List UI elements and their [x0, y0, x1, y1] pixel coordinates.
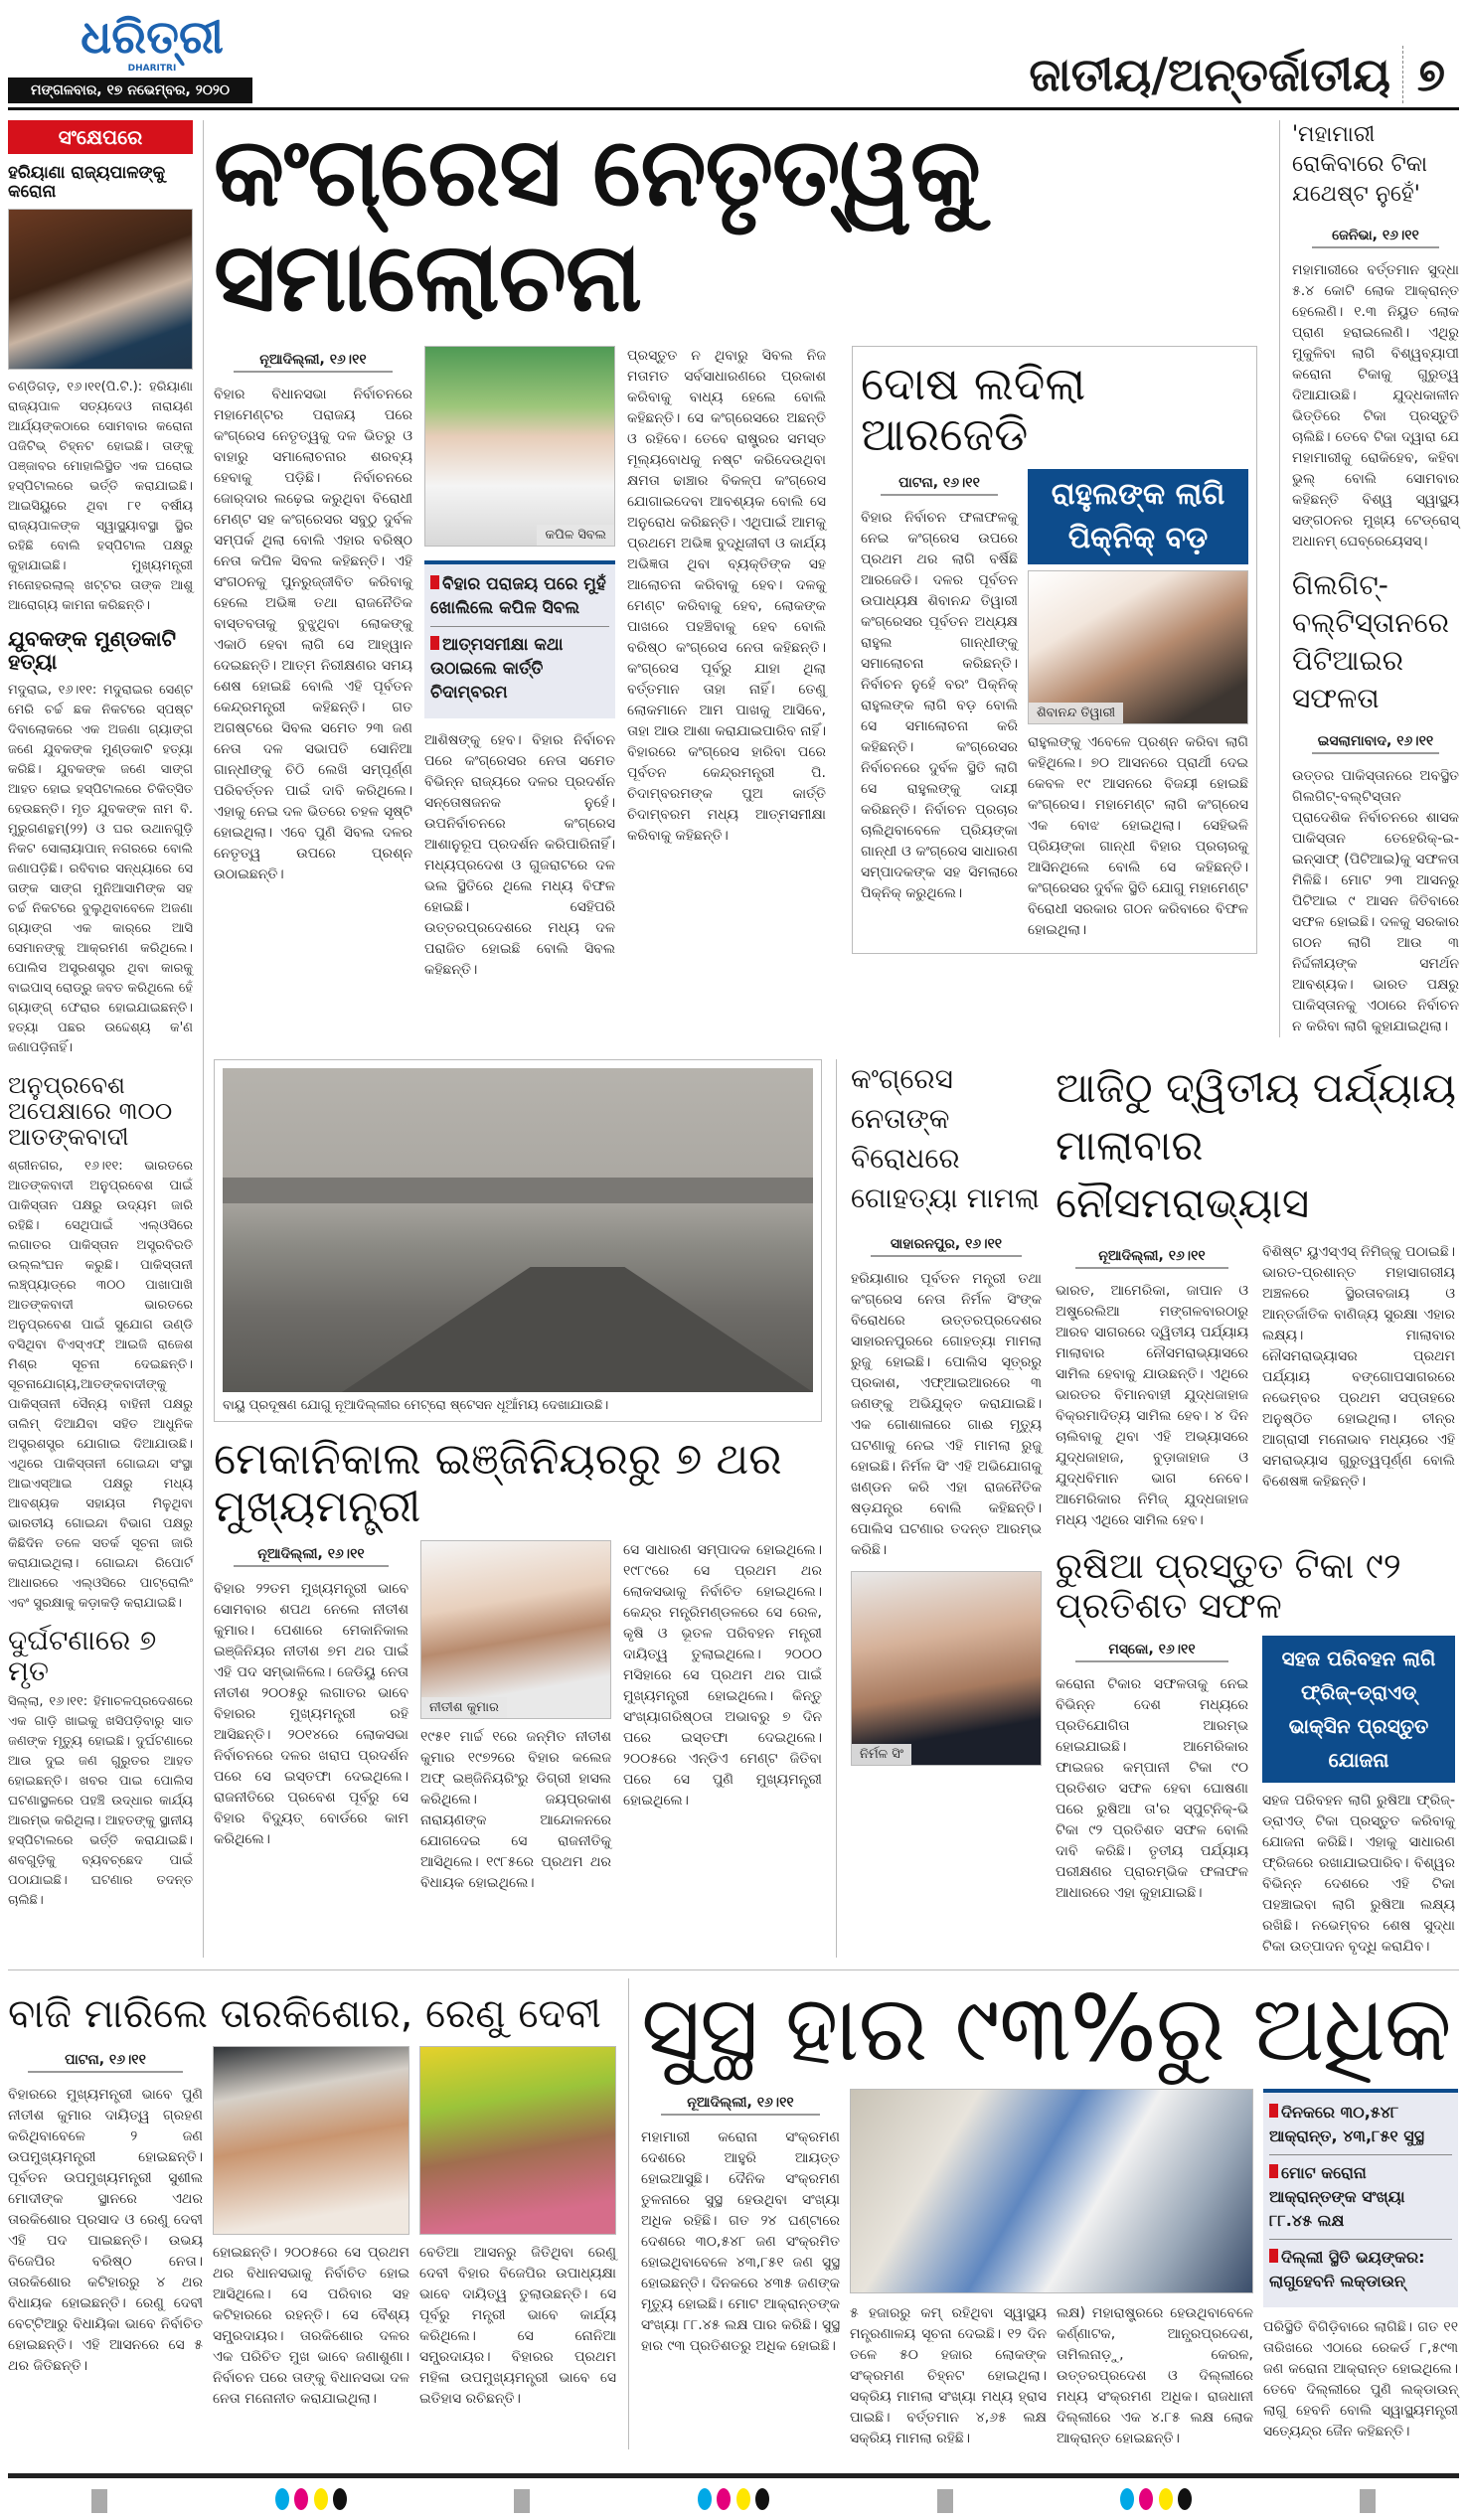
- recovery-columns: [641, 2089, 1458, 2449]
- russia-subhead-box: ସହଜ ପରିବହନ ଲାଗି ଫ୍ରିଜ୍-ଡ୍ରାଏଡ୍ ଭାକ୍ସିନ ପ୍ରସ୍ତୁତ ଯୋଜନା: [1262, 1636, 1455, 1783]
- lead-body-col2: ଆଶିଷଙ୍କୁ ହେବ। ବିହାର ନିର୍ବାଚନ ପରେ କଂଗ୍ରେସର ନେତା ସମେତ ବିଭିନ୍ନ ରାଜ୍ୟରେ ଦଳର ପ୍ରଦର୍ଶନ ସନ୍ତୋଷଜନକ ନୁହେଁ। ଉପନିର୍ବାଚନରେ କଂଗ୍ରେସ ଆଶାନୁରୂପ ପ୍ରଦର୍ଶନ କରିପାରିନାହିଁ। ମଧ୍ୟପ୍ରଦେଶ ଓ ଗୁଜରାଟରେ ଦଳ ଭଲ ସ୍ଥିତିରେ ଥିଲେ ମଧ୍ୟ ବିଫଳ ହୋଇଛି। ସେହିପରି ଉତ୍ତରପ୍ରଦେଶରେ ମଧ୍ୟ ଦଳ ପରାଜିତ ହୋଇଛି ବୋଲି ସିବଲ କହିଛନ୍ତି।: [424, 732, 615, 979]
- shivanand-tiwari-photo: [1028, 570, 1248, 724]
- malabar-col2: [1262, 1242, 1455, 1493]
- brief-headline: ଅନୁପ୍ରବେଶ ଅପେକ୍ଷାରେ ୩୦୦ ଆତଙ୍କବାଦୀ: [8, 1070, 173, 1152]
- magenta-dot: [1139, 2488, 1153, 2510]
- nitish-col3: [623, 1540, 822, 1811]
- color-dots: [275, 2488, 346, 2514]
- nitish-story: [214, 1540, 822, 1894]
- rjd-col2: [1028, 469, 1248, 941]
- highlights-box: [424, 560, 615, 718]
- russia-headline: ରୁଷିଆ ପ୍ରସ୍ତୁତ ଟିକା ୯୨ ପ୍ରତିଶତ ସଫଳ: [1056, 1546, 1401, 1627]
- nitish-col1: [214, 1540, 408, 1850]
- highlight-text: ବିହାର ପରାଜୟ ପରେ ମୁହଁ ଖୋଲିଲେ କପିଳ ସିବଲ: [430, 574, 606, 619]
- brief-headline: ଯୁବକଙ୍କ ମୁଣ୍ଡକାଟି ହତ୍ୟା: [8, 627, 177, 675]
- cow-headline: କଂଗ୍ରେସ ନେତାଙ୍କ ବିରୋଧରେ ଗୋହତ୍ୟା ମାମଲା: [851, 1062, 1040, 1214]
- russia-body-col2: ସହଜ ପରିବହନ ଲାଗି ରୁଷିଆ ଫ୍ରିଜ୍-ଡ୍ରାଏଡ୍ ଟିକା ପ୍ରସ୍ତୁତ କରିବାକୁ ଯୋଜନା କରିଛି। ଏହାକୁ ସାଧାରଣ ଫ୍ରିଜରେ ରଖାଯାଇପାରିବ। ବିଶ୍ୱର ବିଭିନ୍ନ ଦେଶରେ ଏହି ଟିକା ପହଞ୍ଚାଇବା ଲାଗି ରୁଷିଆ ଲକ୍ଷ୍ୟ ରଖିଛି। ନଭେମ୍ବର ଶେଷ ସୁଦ୍ଧା ଟିକା ଉତ୍ପାଦନ ବୃଦ୍ଧି କରାଯିବ।: [1262, 1793, 1455, 1956]
- masthead: [8, 0, 1459, 110]
- column-rule: [836, 1059, 837, 1958]
- malabar-story: [1056, 1242, 1457, 1531]
- logo-text: ଧରିତ୍ରୀ: [81, 10, 224, 64]
- rjd-columns: [861, 469, 1248, 941]
- stat-item: [1269, 2101, 1452, 2148]
- highlight-text: ଆତ୍ମସମୀକ୍ଷା କଥା ଉଠାଇଲେ କାର୍ତ୍ତି ଚିଦାମ୍ବରମ: [430, 635, 564, 704]
- deputy-col1: [8, 2046, 203, 2377]
- recovery-body-col2: ୫ ହଜାରରୁ କମ୍ ରହିଥିବା ସ୍ୱାସ୍ଥ୍ୟ ମନ୍ତ୍ରଣାଳୟ ସୂଚନା ଦେଇଛି। ୧୨ ଦିନ ତଳେ ୫୦ ହଜାର ଲୋକଙ୍କ ସଂକ୍ରମଣ ଚିହ୍ନଟ ହୋଇଥିଲା। ସକ୍ରିୟ ମାମଲା ସଂଖ୍ୟା ମଧ୍ୟ ହ୍ରାସ ପାଇଛି। ବର୍ତ୍ତମାନ ୪,୬୫ ଲକ୍ଷ ସକ୍ରିୟ ମାମଲା ରହିଛି।: [850, 2305, 1047, 2447]
- dateline: ନୂଆଦିଲ୍ଲୀ, ୧୬।୧୧: [234, 352, 393, 373]
- lead-col2: [424, 346, 615, 981]
- logo: [68, 10, 237, 74]
- divider: [1269, 2154, 1452, 2155]
- yellow-dot: [736, 2488, 750, 2510]
- magenta-dot: [717, 2488, 731, 2510]
- brief-body: ସିଲ୍ଲା, ୧୬।୧୧: ହିମାଚଳପ୍ରଦେଶରେ ଏକ ଗାଡ଼ି ଖାଇକୁ ଖସିପଡ଼ିବାରୁ ସାତ ଜଣଙ୍କ ମୃତ୍ୟୁ ହୋଇଛି। ଦୁର୍ଘଟଣାରେ ଆଉ ଦୁଇ ଜଣ ଗୁରୁତର ଆହତ ହୋଇଛନ୍ତି। ଖବର ପାଇ ପୋଲିସ ଘଟଣାସ୍ଥଳରେ ପହଞ୍ଚି ଉଦ୍ଧାର କାର୍ଯ୍ୟ ଆରମ୍ଭ କରିଥିଲା। ଆହତଙ୍କୁ ସ୍ଥାନୀୟ ହସ୍ପିଟାଲରେ ଭର୍ତ୍ତି କରାଯାଇଛି। ଶବଗୁଡ଼ିକୁ ବ୍ୟବଚ୍ଛେଦ ପାଇଁ ପଠାଯାଇଛି। ଘଟଣାର ତଦନ୍ତ ଚାଲିଛି।: [8, 1694, 193, 1909]
- cyan-dot: [698, 2488, 712, 2510]
- registration-marks: [8, 2488, 1459, 2520]
- lead-body-col3: ପ୍ରସ୍ତୁତ ନ ଥିବାରୁ ସିବଲ ନିଜ ମତାମତ ସର୍ବସାଧାରଣରେ ପ୍ରକାଶ କରିବାକୁ ବାଧ୍ୟ ହେଲେ ବୋଲି କହିଛନ୍ତି। ସେ କଂଗ୍ରେସରେ ଅଛନ୍ତି ଓ ରହିବେ। ତେବେ ରାଷ୍ଟ୍ରର ସମସ୍ତ ମୂଲ୍ୟବୋଧକୁ ନଷ୍ଟ କରିଦେଉଥିବା କ୍ଷମତା ଢାଞ୍ଚାର ବିକଳ୍ପ କଂଗ୍ରେସ ଯୋଗାଇଦେବା ଆବଶ୍ୟକ ବୋଲି ସେ ଅନୁରୋଧ କରିଛନ୍ତି। ଏଥିପାଇଁ ଆମକୁ ପ୍ରଥମେ ଅଭିଜ୍ଞ ବୁଦ୍ଧିଜୀବୀ ଓ କାର୍ଯ୍ୟ ଅଭିଜ୍ଞତା ଥିବା ବ୍ୟକ୍ତିଙ୍କ ସହ ଆଲୋଚନା କରିବାକୁ ହେବ। ଦଳକୁ ମେଣ୍ଟ କରିବାକୁ ହେବ, ଲୋକଙ୍କ ପାଖରେ ପହଞ୍ଚିବାକୁ ହେବ ବୋଲି ବରିଷ୍ଠ କଂଗ୍ରେସ ନେତା କହିଛନ୍ତି। କଂଗ୍ରେସ ପୂର୍ବରୁ ଯାହା ଥିଲା ବର୍ତ୍ତମାନ ତାହା ନାହିଁ। ତେଣୁ ଲୋକମାନେ ଆମ ପାଖକୁ ଆସିବେ, ତାହା ଆଉ ଆଶା କରାଯାଇପାରିବ ନାହିଁ। ବିହାରରେ କଂଗ୍ରେସ ହାରିବା ପରେ ପୂର୍ବତନ କେନ୍ଦ୍ରମନ୍ତ୍ରୀ ପି. ଚିଦାମ୍ବରମଙ୍କ ପୁଅ କାର୍ତ୍ତି ଚିଦାମ୍ବରମ ମଧ୍ୟ ଆତ୍ମସମୀକ୍ଷା କରିବାକୁ କହିଛନ୍ତି।: [627, 348, 826, 845]
- main-area: [214, 116, 1459, 1958]
- column-rule: [1279, 120, 1280, 1037]
- nitish-body-col1: ବିହାର ୨୨ତମ ମୁଖ୍ୟମନ୍ତ୍ରୀ ଭାବେ ସୋମବାର ଶପଥ ନେଲେ ନୀତୀଶ କୁମାର। ପେଶାରେ ମେକାନିକାଲ ଇଞ୍ଜିନିୟର ନୀତୀଶ ୭ମ ଥର ପାଇଁ ଏହି ପଦ ସମ୍ଭାଳିଲେ। ଜେଡିୟୁ ନେତା ନୀତୀଶ ୨୦୦୫ରୁ ଲଗାତର ଭାବେ ବିହାରର ମୁଖ୍ୟମନ୍ତ୍ରୀ ରହି ଆସିଛନ୍ତି। ୨୦୧୪ରେ ଲୋକସଭା ନିର୍ବାଚନରେ ଦଳର ଖରାପ ପ୍ରଦର୍ଶନ ପରେ ସେ ଇସ୍ତଫା ଦେଇଥିଲେ। ରାଜନୀତିରେ ପ୍ରବେଶ ପୂର୍ବରୁ ସେ ବିହାର ବିଦ୍ୟୁତ୍ ବୋର୍ଡରେ କାମ କରିଥିଲେ।: [214, 1580, 408, 1847]
- bullet-icon: [1269, 2164, 1278, 2178]
- deputy-body-col1: ବିହାରରେ ମୁଖ୍ୟମନ୍ତ୍ରୀ ଭାବେ ପୁଣି ନୀତୀଶ କୁମାର ଦାୟିତ୍ୱ ଗ୍ରହଣ କରିଥିବାବେଳେ ୨ ଜଣ ଉପମୁଖ୍ୟମନ୍ତ୍ରୀ ହୋଇଛନ୍ତି। ପୂର୍ବତନ ଉପମୁଖ୍ୟମନ୍ତ୍ରୀ ସୁଶୀଲ ମୋଦୀଙ୍କ ସ୍ଥାନରେ ଏଥର ତାରକିଶୋର ପ୍ରସାଦ ଓ ରେଣୁ ଦେବୀ ଏହି ପଦ ପାଇଛନ୍ତି। ଉଭୟ ବିଜେପିର ବରିଷ୍ଠ ନେତା। ତାରକିଶୋର କଟିହାରରୁ ୪ ଥର ବିଧାୟକ ହୋଇଛନ୍ତି। ରେଣୁ ଦେବୀ ବେଟ୍ଟିଆରୁ ବିଧାୟିକା ଭାବେ ନିର୍ବାଚିତ ହୋଇଛନ୍ତି। ଏହି ଆସନରେ ସେ ୫ ଥର ଜିତିଛନ୍ତି।: [8, 2087, 203, 2375]
- lead-row: [214, 346, 1267, 981]
- malabar-col1: [1056, 1242, 1248, 1531]
- footer-rule: [8, 2473, 1459, 2478]
- upper-section: [214, 116, 1459, 1037]
- russia-body-col1: କରୋନା ଟିକାର ସଫଳତାକୁ ନେଇ ବିଭିନ୍ନ ଦେଶ ମଧ୍ୟରେ ପ୍ରତିଯୋଗିତା ଆରମ୍ଭ ହୋଇଯାଇଛି। ଆମେରିକାର ଫାଇଜର କମ୍ପାନୀ ଟିକା ୯୦ ପ୍ରତିଶତ ସଫଳ ହେବା ଘୋଷଣା ପରେ ରୁଷିଆ ତା'ର ସ୍ପୁଟ୍‌ନିକ୍-ଭି ଟିକା ୯୨ ପ୍ରତିଶତ ସଫଳ ବୋଲି ଦାବି କରିଛି। ତୃତୀୟ ପର୍ଯ୍ୟାୟ ପରୀକ୍ଷଣର ପ୍ରାରମ୍ଭିକ ଫଳାଫଳ ଆଧାରରେ ଏହା କୁହାଯାଇଛି।: [1056, 1676, 1248, 1902]
- black-dot: [755, 2488, 769, 2510]
- rjd-body-col1: ବିହାର ନିର୍ବାଚନ ଫଳାଫଳକୁ ନେଇ କଂଗ୍ରେସ ଉପରେ ପ୍ରଥମ ଥର ଲାଗି ବର୍ଷିଛି ଆରଜେଡି। ଦଳର ପୂର୍ବତନ ଉପାଧ୍ୟକ୍ଷ ଶିବାନନ୍ଦ ତିୱାରୀ କଂଗ୍ରେସର ପୂର୍ବତନ ଅଧ୍ୟକ୍ଷ ରାହୁଲ ଗାନ୍ଧୀଙ୍କୁ ସମାଲୋଚନା କରିଛନ୍ତି। ନିର୍ବାଚନ ନୁହେଁ ବରଂ ପିକ୍‌ନିକ୍ ରାହୁଲଙ୍କ ଲାଗି ବଡ଼ ବୋଲି ସେ ସମାଲୋଚନା କରି କହିଛନ୍ତି। କଂଗ୍ରେସର ନିର୍ବାଚନରେ ଦୁର୍ବଳ ସ୍ଥିତି ଲାଗି ସେ ରାହୁଲଙ୍କୁ ଦାୟୀ କରିଛନ୍ତି। ନିର୍ବାଚନ ପ୍ରଚାର ଚାଲିଥିବାବେଳେ ପ୍ରିୟଙ୍କା ଗାନ୍ଧୀ ଓ କଂଗ୍ରେସ ସାଧାରଣ ସମ୍ପାଦକଙ୍କ ସହ ସିମଲାରେ ପିକ୍‌ନିକ୍ କରୁଥିଲେ।: [861, 510, 1018, 902]
- deputy-headline: ବାଜି ମାରିଲେ ତାରକିଶୋର, ରେଣୁ ଦେବୀ: [8, 1991, 601, 2038]
- kapil-sibal-photo: [424, 346, 615, 547]
- russia-story: [1056, 1636, 1457, 1958]
- road: [342, 1267, 813, 1392]
- recovery-body-col1: ମହାମାରୀ କରୋନା ସଂକ୍ରମଣ ଦେଶରେ ଆହୁରି ଆୟତ୍ତ ହୋଇଆସୁଛି। ଦୈନିକ ସଂକ୍ରମଣ ତୁଳନାରେ ସୁସ୍ଥ ହେଉଥିବା ସଂଖ୍ୟା ଅଧିକ ରହିଛି। ଗତ ୨୪ ଘଣ୍ଟାରେ ଦେଶରେ ୩୦,୫୪୮ ଜଣ ସଂକ୍ରମିତ ହୋଇଥିବାବେଳେ ୪୩,୮୫୧ ଜଣ ସୁସ୍ଥ ହୋଇଛନ୍ତି। ଦିନକରେ ୪୩୫ ଜଣଙ୍କ ମୃତ୍ୟୁ ହୋଇଛି। ମୋଟ ଆକ୍ରାନ୍ତଙ୍କ ସଂଖ୍ୟା ୮୮.୪୫ ଲକ୍ଷ ପାର କରିଛି। ସୁସ୍ଥ ହାର ୯୩ ପ୍ରତିଶତରୁ ଅଧିକ ହୋଇଛି।: [641, 2129, 840, 2355]
- governor-photo: [8, 209, 193, 370]
- nitish-body-col3: ସେ ସାଧାରଣ ସମ୍ପାଦକ ହୋଇଥିଲେ। ୧୯୮୯ରେ ସେ ପ୍ରଥମ ଥର ଲୋକସଭାକୁ ନିର୍ବାଚିତ ହୋଇଥିଲେ। କେନ୍ଦ୍ର ମନ୍ତ୍ରିମଣ୍ଡଳରେ ସେ ରେଳ, କୃଷି ଓ ଭୂତଳ ପରିବହନ ମନ୍ତ୍ରୀ ଦାୟିତ୍ୱ ତୁଲାଇଥିଲେ। ୨୦୦୦ ମସିହାରେ ସେ ପ୍ରଥମ ଥର ପାଇଁ ମୁଖ୍ୟମନ୍ତ୍ରୀ ହୋଇଥିଲେ। କିନ୍ତୁ ସଂଖ୍ୟାଗରିଷ୍ଠତା ଅଭାବରୁ ୭ ଦିନ ପରେ ଇସ୍ତଫା ଦେଇଥିଲେ। ୨୦୦୫ରେ ଏନ୍‌ଡିଏ ମେଣ୍ଟ ଜିତିବା ପରେ ସେ ପୁଣି ମୁଖ୍ୟମନ୍ତ୍ରୀ ହୋଇଥିଲେ।: [623, 1541, 822, 1809]
- pti-headline: ଗିଲଗିଟ୍-ବଲ୍ଟିସ୍ତାନରେ ପିଟିଆଇର ସଫଳତା: [1292, 568, 1449, 714]
- masthead-left: [8, 10, 252, 103]
- deputy-body-col2: ହୋଇଛନ୍ତି। ୨୦୦୫ରେ ସେ ପ୍ରଥମ ଥର ବିଧାନସଭାକୁ ନିର୍ବାଚିତ ହୋଇ ଆସିଥିଲେ। ସେ ପରିବାର ସହ କଟିହାରରେ ରହନ୍ତି। ସେ ବୈଶ୍ୟ ସମ୍ପ୍ରଦାୟର। ତାରକିଶୋର ଦଳର ଏକ ପରିଚିତ ମୁଖ ଭାବେ ଜଣାଶୁଣା। ନିର୍ବାଚନ ପରେ ତାଙ୍କୁ ବିଧାନସଭା ଦଳ ନେତା ମନୋନୀତ କରାଯାଇଥିଲା।: [213, 2245, 409, 2408]
- logo-subtitle: DHARITRI: [127, 64, 177, 74]
- recovery-story: [641, 1975, 1458, 2449]
- divider: [1269, 2239, 1452, 2240]
- highlight-item: [430, 572, 609, 620]
- recovery-right: [1263, 2089, 1458, 2442]
- main-top: [8, 116, 1459, 1958]
- malabar-body-col2: ବିଶିଷ୍ଟ ୟୁଏସ୍‌ଏସ୍ ନିମିଜ୍‌କୁ ପଠାଇଛି। ଭାରତ-ପ୍ରଶାନ୍ତ ମହାସାଗରୀୟ ଅଞ୍ଚଳରେ ସ୍ଥିରତାବଜାୟ ଓ ଆନ୍ତର୍ଜାତିକ ବାଣିଜ୍ୟ ସୁରକ୍ଷା ଏହାର ଲକ୍ଷ୍ୟ। ମାଲାବାର ନୌସମରାଭ୍ୟାସର ପ୍ରଥମ ପର୍ଯ୍ୟାୟ ବଙ୍ଗୋପସାଗରରେ ନଭେମ୍ବର ପ୍ରଥମ ସପ୍ତାହରେ ଅନୁଷ୍ଠିତ ହୋଇଥିଲା। ଚୀନ୍‌ର ଆଗ୍ରାସୀ ମନୋଭାବ ମଧ୍ୟରେ ଏହି ସମରାଭ୍ୟାସ ଗୁରୁତ୍ୱପୂର୍ଣ୍ଣ ବୋଲି ବିଶେଷଜ୍ଞ କହିଛନ୍ତି।: [1262, 1244, 1455, 1490]
- photo-caption: ଶିବାନନ୍ଦ ତିୱାରୀ: [1029, 703, 1123, 723]
- recovery-middle-cols: [850, 2303, 1253, 2449]
- rjd-col1: [861, 469, 1018, 904]
- yellow-dot: [314, 2488, 328, 2510]
- dateline: ଜେନିଭା, ୧୬।୧୧: [1312, 228, 1439, 248]
- registration-mark: [1360, 2489, 1376, 2513]
- recovery-body-col3: ଲକ୍ଷ) ମହାରାଷ୍ଟ୍ରରେ ହେଉଥିବାବେଳେ କର୍ଣ୍ଣାଟକ, ଆନ୍ଧ୍ରପ୍ରଦେଶ, ତାମିଲନାଡ଼ୁ, କେରଳ, ଉତ୍ତରପ୍ରଦେଶ ଓ ଦିଲ୍ଲୀରେ ମଧ୍ୟ ସଂକ୍ରମଣ ଅଧିକ। ରାଜଧାନୀ ଦିଲ୍ଲୀରେ ଏକ ୪.୮୫ ଲକ୍ଷ ଲୋକ ଆକ୍ରାନ୍ତ ହୋଇଛନ୍ତି।: [1057, 2305, 1253, 2447]
- black-dot: [1178, 2488, 1192, 2510]
- cow-body: ହରିୟାଣାର ପୂର୍ବତନ ମନ୍ତ୍ରୀ ତଥା କଂଗ୍ରେସ ନେତା ନିର୍ମଳ ସିଂଙ୍କ ବିରୋଧରେ ଉତ୍ତରପ୍ରଦେଶର ସାହାରନପୁରରେ ଗୋହତ୍ୟା ମାମଲା ରୁଜୁ ହୋଇଛି। ପୋଲିସ ସୂତ୍ରରୁ ପ୍ରକାଶ, ଏଫ୍‌ଆଇଆରରେ ୩ ଜଣଙ୍କୁ ଅଭିଯୁକ୍ତ କରାଯାଇଛି। ଏକ ଗୋଶାଳାରେ ଗାଈ ମୃତ୍ୟୁ ଘଟଣାକୁ ନେଇ ଏହି ମାମଲା ରୁଜୁ ହୋଇଛି। ନିର୍ମଳ ସିଂ ଏହି ଅଭିଯୋଗକୁ ଖଣ୍ଡନ କରି ଏହା ରାଜନୈତିକ ଷଡ଼ଯନ୍ତ୍ର ବୋଲି କହିଛନ୍ତି। ପୋଲିସ ଘଟଣାର ତଦନ୍ତ ଆରମ୍ଭ କରିଛି।: [851, 1271, 1042, 1558]
- pti-body: ଉତ୍ତର ପାକିସ୍ତାନରେ ଅବସ୍ଥିତ ଗିଲଗିଟ୍-ବଲ୍ଟିସ୍ତାନ ପ୍ରାଦେଶିକ ନିର୍ବାଚନରେ ଶାସକ ପାକିସ୍ତାନ ତେହେରିକ୍-ଇ-ଇନ୍‌ସାଫ୍ (ପିଟିଆଇ)କୁ ସଫଳତା ମିଳିଛି। ମୋଟ ୨୩ ଆସନରୁ ପିଟିଆଇ ୯ ଆସନ ଜିତିବାରେ ସଫଳ ହୋଇଛି। ଦଳକୁ ସରକାର ଗଠନ ଲାଗି ଆଉ ୩ ନିର୍ଦ୍ଦଳୀୟଙ୍କ ସମର୍ଥନ ଆବଶ୍ୟକ। ଭାରତ ପକ୍ଷରୁ ପାକିସ୍ତାନକୁ ଏଠାରେ ନିର୍ବାଚନ ନ କରିବା ଲାଗି କୁହାଯାଇଥିଲା।: [1292, 768, 1459, 1034]
- nirmal-singh-photo: [851, 1571, 1042, 1766]
- lead-body-col1: ବିହାର ବିଧାନସଭା ନିର୍ବାଚନରେ ମହାମେଣ୍ଟର ପରାଜୟ ପରେ କଂଗ୍ରେସ ନେତୃତ୍ୱକୁ ଦଳ ଭିତରୁ ଓ ବାହାରୁ ସମାଲୋଚନାର ଶରବ୍ୟ ହେବାକୁ ପଡ଼ିଛି। ନିର୍ବାଚନରେ ଜୋର୍‌ଦାର ଲଢ଼େଇ କରୁଥିବା ବିରୋଧୀ ମେଣ୍ଟ ସହ କଂଗ୍ରେସର ସବୁଠୁ ଦୁର୍ବଳ ସମ୍ପର୍କ ଥିଲା ବୋଲି ଏହାର ବରିଷ୍ଠ ନେତା କପିଳ ସିବଲ କହିଛନ୍ତି। ଏହି ସଂଗଠନକୁ ପୁନରୁଜ୍ଜୀବିତ କରିବାକୁ ହେଲେ ଅଭିଜ୍ଞ ତଥା ରାଜନୈତିକ ବାସ୍ତବତାକୁ ବୁଝୁଥିବା ଲୋକଙ୍କୁ ଏକାଠି ହେବା ଲାଗି ସେ ଆହ୍ୱାନ ଦେଇଛନ୍ତି। ଆତ୍ମ ନିରୀକ୍ଷଣର ସମୟ ଶେଷ ହୋଇଛି ବୋଲି ଏହି ପୂର୍ବତନ କେନ୍ଦ୍ରମନ୍ତ୍ରୀ କହିଛନ୍ତି। ଗତ ଅଗଷ୍ଟରେ ସିବଲ ସମେତ ୨୩ ଜଣ ନେତା ଦଳ ସଭାପତି ସୋନିଆ ଗାନ୍ଧୀଙ୍କୁ ଚିଠି ଲେଖି ସମ୍ପୂର୍ଣ୍ଣ ପରିବର୍ତ୍ତନ ପାଇଁ ଦାବି କରିଥିଲେ। ଏହାକୁ ନେଇ ଦଳ ଭିତରେ ଚହଳ ସୃଷ୍ଟି ହୋଇଥିଲା। ଏବେ ପୁଣି ସିବଲ ଦଳର ନେତୃତ୍ୱ ଉପରେ ପ୍ରଶ୍ନ ଉଠାଇଛନ୍ତି।: [214, 387, 412, 883]
- dateline: ନୂଆଦିଲ୍ଲୀ, ୧୬।୧୧: [661, 2095, 820, 2116]
- dateline: ପାଟନା, ୧୬।୧୧: [28, 2052, 183, 2073]
- yellow-dot: [1159, 2488, 1173, 2510]
- brief-body: ଶ୍ରୀନଗର, ୧୬।୧୧: ଭାରତରେ ଆତଙ୍କବାଦୀ ଅନୁପ୍ରବେଶ ପାଇଁ ପାକିସ୍ତାନ ପକ୍ଷରୁ ଉଦ୍ୟମ ଜାରି ରହିଛି। ସେଥିପାଇଁ ଏଲ୍‌ଓସିରେ ଲଗାତର ପାକିସ୍ତାନ ଅସ୍ତ୍ରବିରତି ଉଲ୍ଲଂଘନ କରୁଛି। ପାକିସ୍ତାନୀ ଲଞ୍ଚ୍‌ପ୍ୟାଡ୍‌ରେ ୩୦୦ ପାଖାପାଖି ଆତଙ୍କବାଦୀ ଭାରତରେ ଅନୁପ୍ରବେଶ ପାଇଁ ସୁଯୋଗ ଉଣ୍ଡି ବସିଥିବା ବିଏସ୍‌ଏଫ୍ ଆଇଜି ରାଜେଶ ମିଶ୍ର ସୂଚନା ଦେଇଛନ୍ତି। ସୂଚନାଯୋଗ୍ୟ,ଆତଙ୍କବାଦୀଙ୍କୁ ପାକିସ୍ତାନୀ ସୈନ୍ୟ ବାହିନୀ ପକ୍ଷରୁ ତାଲିମ୍ ଦିଆଯିବା ସହିତ ଆଧୁନିକ ଅସ୍ତ୍ରଶସ୍ତ୍ର ଯୋଗାଇ ଦିଆଯାଉଛି। ଏଥିରେ ପାକିସ୍ତାନୀ ଗୋଇନ୍ଦା ସଂସ୍ଥା ଆଇଏସ୍‌ଆଇ ପକ୍ଷରୁ ମଧ୍ୟ ଆବଶ୍ୟକ ସହାୟତା ମିଳୁଥିବା ଭାରତୀୟ ଗୋଇନ୍ଦା ବିଭାଗ ପକ୍ଷରୁ କିଛିଦିନ ତଳେ ସତର୍କ ସୂଚନା ଜାରି କରାଯାଇଥିଲା। ଗୋଇନ୍ଦା ରିପୋର୍ଟ ଆଧାରରେ ଏଲ୍‌ଓସିରେ ପାଟ୍ରୋଲିଂ ଏବଂ ସୁରକ୍ଷାକୁ କଡ଼ାକଡ଼ି କରାଯାଇଛି।: [8, 1158, 193, 1611]
- lead-col3: [627, 346, 826, 847]
- divider: [430, 626, 609, 627]
- russia-col1: [1056, 1636, 1248, 1904]
- metro-photo-block: [214, 1059, 822, 1422]
- brief-headline: ଦୁର୍ଘଟଣାରେ ୭ ମୃତ: [8, 1623, 157, 1687]
- russia-col2: [1262, 1636, 1455, 1958]
- lead-story: [214, 346, 830, 981]
- tarkishore-photo: [213, 2046, 409, 2235]
- stat-text: ମୋଟ କରୋନା ଆକ୍ରାନ୍ତଙ୍କ ସଂଖ୍ୟା ୮୮.୪୫ ଲକ୍ଷ: [1269, 2163, 1405, 2231]
- stat-text: ଦିନକରେ ୩୦,୫୪୮ ଆକ୍ରାନ୍ତ, ୪୩,୮୫୧ ସୁସ୍ଥ: [1269, 2103, 1424, 2146]
- cyan-dot: [275, 2488, 289, 2510]
- registration-mark: [514, 2489, 530, 2513]
- dateline: ପାଟନା, ୧୬।୧୧: [881, 475, 998, 496]
- bottom-section: [8, 1975, 1459, 2449]
- lead-and-rjd: [214, 116, 1267, 981]
- bullet-icon: [430, 636, 439, 650]
- photo-caption: ନିର୍ମଳ ସିଂ: [852, 1744, 911, 1765]
- deputy-columns: [8, 2046, 616, 2410]
- nitish-body-col2: ୧୯୫୧ ମାର୍ଚ୍ଚ ୧ରେ ଜନ୍ମିତ ନୀତୀଶ କୁମାର ୧୯୭୨ରେ ବିହାର କଲେଜ ଅଫ୍ ଇଞ୍ଜିନିୟରିଂରୁ ଡିଗ୍ରୀ ହାସଲ କରିଥିଲେ। ଜୟପ୍ରକାଶ ନାରାୟଣଙ୍କ ଆନ୍ଦୋଳନରେ ଯୋଗଦେଇ ସେ ରାଜନୀତିକୁ ଆସିଥିଲେ। ୧୯୮୫ରେ ପ୍ରଥମ ଥର ବିଧାୟକ ହୋଇଥିଲେ।: [420, 1728, 611, 1891]
- deputy-col2: [213, 2046, 409, 2410]
- color-dots: [698, 2488, 768, 2514]
- who-headline: 'ମହାମାରୀ ରୋକିବାରେ ଟିକା ଯଥେଷ୍ଟ ନୁହେଁ': [1292, 122, 1428, 207]
- photo-caption: ନୀତୀଶ କୁମାର: [421, 1697, 507, 1718]
- bullet-icon: [430, 575, 439, 589]
- rjd-body-col2: ରାହୁଲଙ୍କୁ ଏବେଳେ ପ୍ରଶ୍ନ କରିବା ଲାଗି କହିଥିଲେ। ୭୦ ଆସନରେ ପ୍ରାର୍ଥୀ ଦେଇ କେବଳ ୧୯ ଆସନରେ ବିଜୟୀ ହୋଇଛି କଂଗ୍ରେସ। ମହାମେଣ୍ଟ ଲାଗି କଂଗ୍ରେସ ଏକ ବୋଝ ହୋଇଥିଲା। ସେହିଭଳି ପ୍ରିୟଙ୍କା ଗାନ୍ଧୀ ବିହାର ପ୍ରଚାରକୁ ଆସିନଥିଲେ ବୋଲି ସେ କହିଛନ୍ତି। କଂଗ୍ରେସର ଦୁର୍ବଳ ସ୍ଥିତି ଯୋଗୁ ମହାମେଣ୍ଟ ବିରୋଧୀ ସରକାର ଗଠନ କରିବାରେ ବିଫଳ ହୋଇଥିଲା।: [1028, 734, 1248, 939]
- middle-section: [214, 1059, 1459, 1958]
- column-rule: [203, 120, 204, 1958]
- metro-bridge: [223, 1178, 813, 1203]
- dateline: ମସ୍କୋ, ୧୬।୧୧: [1075, 1642, 1228, 1662]
- photo-caption: ବାୟୁ ପ୍ରଦୂଷଣ ଯୋଗୁ ନୂଆଦିଲ୍ଲୀର ମେଟ୍ରୋ ଷ୍ଟେସନ ଧୂଆଁମୟ ଦେଖାଯାଉଛି।: [223, 1398, 609, 1413]
- dateline: ସାହାରନପୁର, ୧୬।୧୧: [871, 1236, 1022, 1257]
- color-dots: [1120, 2488, 1191, 2514]
- bullet-icon: [1269, 2249, 1278, 2263]
- stat-text: ଦିଲ୍ଲୀ ସ୍ଥିତି ଭୟଙ୍କର: ଲାଗୁହେବନି ଲକ୍‌ଡାଉନ୍: [1269, 2248, 1425, 2291]
- nitish-col2: [420, 1540, 611, 1894]
- malabar-headline: ଆଜିଠୁ ଦ୍ୱିତୀୟ ପର୍ଯ୍ୟାୟ ମାଲାବାର ନୌସମରାଭ୍ୟାସ: [1056, 1063, 1456, 1227]
- cow-story: [851, 1059, 1042, 1766]
- rjd-headline: ଦୋଷ ଲଦିଲା ଆରଜେଡି: [861, 357, 1086, 461]
- malabar-body-col1: ଭାରତ, ଆମେରିକା, ଜାପାନ ଓ ଅଷ୍ଟ୍ରେଲିଆ ମଙ୍ଗଳବାରଠାରୁ ଆରବ ସାଗରରେ ଦ୍ୱିତୀୟ ପର୍ଯ୍ୟାୟ ମାଲାବାର ନୌସମରାଭ୍ୟାସରେ ସାମିଲ ହେବାକୁ ଯାଉଛନ୍ତି। ଏଥିରେ ଭାରତର ବିମାନବାହୀ ଯୁଦ୍ଧଜାହାଜ ବିକ୍ରମାଦିତ୍ୟ ସାମିଲ ହେବ। ୪ ଦିନ ଚାଲିବାକୁ ଥିବା ଏହି ଅଭ୍ୟାସରେ ଯୁଦ୍ଧଜାହାଜ, ବୁଡ଼ାଜାହାଜ ଓ ଯୁଦ୍ଧବିମାନ ଭାଗ ନେବେ। ଆମେରିକାର ନିମିଜ୍ ଯୁଦ୍ଧଜାହାଜ ମଧ୍ୟ ଏଥିରେ ସାମିଲ ହେବ।: [1056, 1283, 1248, 1528]
- page-number: ୭: [1416, 48, 1446, 101]
- column-rule: [628, 1978, 629, 2449]
- magenta-dot: [294, 2488, 308, 2510]
- who-body: ମହାମାରୀରେ ବର୍ତ୍ତମାନ ସୁଦ୍ଧା ୫.୪ କୋଟି ଲୋକ ଆକ୍ରାନ୍ତ ହେଲେଣି। ୧.୩ ନିୟୁତ ଲୋକ ପ୍ରାଣ ହରାଇଲେଣି। ଏଥିରୁ ମୁକୁଳିବା ଲାଗି ବିଶ୍ୱବ୍ୟାପୀ କରୋନା ଟିକାକୁ ଗୁରୁତ୍ୱ ଦିଆଯାଉଛି। ଯୁଦ୍ଧକାଳୀନ ଭିତ୍ତିରେ ଟିକା ପ୍ରସ୍ତୁତି ଚାଲିଛି। ତେବେ ଟିକା ଦ୍ୱାରା ଯେ ମହାମାରୀକୁ ରୋକିହେବ, କହିବା ଭୁଲ୍ ବୋଲି ସୋମବାର କହିଛନ୍ତି ବିଶ୍ୱ ସ୍ୱାସ୍ଥ୍ୟ ସଙ୍ଗଠନର ମୁଖ୍ୟ ଟେଡ୍ରୋସ୍ ଅଧାନମ୍ ଘେବ୍ରେୟେସସ୍।: [1292, 262, 1459, 550]
- black-dot: [333, 2488, 347, 2510]
- deputy-story: [8, 1978, 616, 2410]
- brief-body: ଚଣ୍ଡିଗଡ଼, ୧୬।୧୧(ପି.ଟି.): ହରିୟାଣା ରାଜ୍ୟପାଳ ସତ୍ୟଦେଓ ନାରାୟଣ ଆର୍ଯ୍ୟଙ୍କଠାରେ ସୋମବାର କରୋନା ପଜିଟିଭ୍ ଚିହ୍ନଟ ହୋଇଛି। ତାଙ୍କୁ ପଞ୍ଜାବର ମୋହାଲିସ୍ଥିତ ଏକ ଘରୋଇ ହସ୍ପିଟାଲରେ ଭର୍ତ୍ତି କରାଯାଇଛି। ଆଇସିୟୁରେ ଥିବା ୮୧ ବର୍ଷୀୟ ରାଜ୍ୟପାଳଙ୍କ ସ୍ୱାସ୍ଥ୍ୟାବସ୍ଥା ସ୍ଥିର ରହିଛି ବୋଲି ହସ୍ପିଟାଲ ପକ୍ଷରୁ କୁହାଯାଇଛି। ମୁଖ୍ୟମନ୍ତ୍ରୀ ମନୋହରଲାଲ୍ ଖଟ୍ଟର ତାଙ୍କ ଆଶୁ ଆରୋଗ୍ୟ କାମନା କରିଛନ୍ତି।: [8, 380, 193, 614]
- lead-headline: କଂଗ୍ରେସ ନେତୃତ୍ୱକୁ ସମାଲୋଚନା: [214, 116, 980, 333]
- section-divider: [8, 1969, 1459, 1970]
- malabar-russia: [1056, 1059, 1457, 1958]
- dateline: ନୂଆଦିଲ୍ଲୀ, ୧୬।୧୧: [1075, 1248, 1228, 1269]
- section-title: ଜାତୀୟ/ଅନ୍ତର୍ଜାତୀୟ: [1029, 46, 1403, 103]
- nitish-headline: ମେକାନିକାଲ ଇଞ୍ଜିନିୟରରୁ ୭ ଥର ମୁଖ୍ୟମନ୍ତ୍ରୀ: [214, 1434, 782, 1533]
- metro-and-nitish: [214, 1059, 822, 1894]
- registration-mark: [91, 2489, 107, 2513]
- renu-devi-photo: [419, 2046, 616, 2235]
- bullet-icon: [1269, 2104, 1278, 2118]
- recovery-body-col4: ପରିସ୍ଥିତି ବିଗିଡ଼ିବାରେ ଲାଗିଛି। ଗତ ୧୧ ତାରିଖରେ ଏଠାରେ ରେକର୍ଡ ୮,୫୯୩ ଜଣ କରୋନା ଆକ୍ରାନ୍ତ ହୋଇଥିଲେ। ତେବେ ଦିଲ୍ଲୀରେ ପୁଣି ଲକ୍‌ଡାଉନ୍ ଲାଗୁ ହେବନି ବୋଲି ସ୍ୱାସ୍ଥ୍ୟମନ୍ତ୍ରୀ ସତ୍ୟେନ୍ଦ୍ର ଜୈନ କହିଛନ୍ତି।: [1263, 2319, 1458, 2441]
- cyan-dot: [1120, 2488, 1134, 2510]
- recovery-middle: [850, 2089, 1253, 2449]
- rjd-story: [852, 346, 1257, 954]
- registration-mark: [937, 2489, 953, 2513]
- right-column: [1292, 120, 1459, 1037]
- deputy-body-col3: ବେତିଆ ଆସନରୁ ଜିତିଥିବା ରେଣୁ ଦେବୀ ବିହାର ବିଜେପିର ଉପାଧ୍ୟକ୍ଷା ଭାବେ ଦାୟିତ୍ୱ ତୁଲାଉଛନ୍ତି। ସେ ପୂର୍ବରୁ ମନ୍ତ୍ରୀ ଭାବେ କାର୍ଯ୍ୟ କରିଥିଲେ। ସେ ନୋନିଆ ସମ୍ପ୍ରଦାୟର। ବିହାରର ପ୍ରଥମ ମହିଳା ଉପମୁଖ୍ୟମନ୍ତ୍ରୀ ଭାବେ ସେ ଇତିହାସ ରଚିଛନ୍ତି।: [419, 2245, 616, 2408]
- date-bar: ମଙ୍ଗଳବାର, ୧୭ ନଭେମ୍ବର, ୨୦୨୦: [8, 78, 252, 103]
- stat-item: [1269, 2246, 1452, 2293]
- nitish-kumar-photo: [420, 1540, 611, 1719]
- highlight-item: [430, 633, 609, 705]
- dateline: ନୂଆଦିଲ୍ଲୀ, ୧୬।୧୧: [234, 1546, 389, 1567]
- rjd-subhead-box: ରାହୁଲଙ୍କ ଲାଗି ପିକ୍‌ନିକ୍ ବଡ଼: [1028, 469, 1248, 564]
- brief-headline: ହରିୟାଣା ରାଜ୍ୟପାଳଙ୍କୁ କରୋନା: [8, 163, 166, 202]
- brief-label: ସଂକ୍ଷେପରେ: [8, 120, 193, 154]
- lead-col1: [214, 346, 412, 885]
- recovery-headline: ସୁସ୍ଥ ହାର ୯୩%ରୁ ଅଧିକ: [641, 1975, 1451, 2083]
- dateline: ଇସଲାମାବାଦ, ୧୬।୧୧: [1312, 733, 1439, 754]
- recovery-col1: [641, 2089, 840, 2357]
- brief-body: ମଦୁରାଇ, ୧୬।୧୧: ମଦୁରାଇର ସେଣ୍ଟ ମେରି ଚର୍ଚ୍ଚ ଛକ ନିକଟରେ ସ୍ପଷ୍ଟ ଦିବାଲୋକରେ ଏକ ଅଜଣା ଗ୍ୟାଙ୍ଗ ଜଣେ ଯୁବକଙ୍କ ମୁଣ୍ଡକାଟି ହତ୍ୟା କରିଛି। ଯୁବକଙ୍କ ଜଣେ ସାଙ୍ଗ ଆହତ ହୋଇ ହସ୍ପିଟାଲରେ ଚିକିତ୍ସିତ ହେଉଛନ୍ତି। ମୃତ ଯୁବକଙ୍କ ନାମ ବି. ମୁରୁଗଣନ୍ଥମ୍(୨୨) ଓ ଘର ଉଥାନଗୁଡ଼ି ନିକଟ ସୋଲାୟାପାନ୍ ନଗରରେ ବୋଲି ଜଣାପଡ଼ିଛି। ରବିବାର ସନ୍ଧ୍ୟାରେ ସେ ତାଙ୍କ ସାଙ୍ଗ ମୁନିଆସାମିଙ୍କ ସହ ଚର୍ଚ୍ଚ ନିକଟରେ ବୁଲୁଥିବାବେଳେ ଅଜଣା ଗ୍ୟାଙ୍ଗ ଏକ କାର୍‌ରେ ଆସି ସେମାନଙ୍କୁ ଆକ୍ରମଣ କରିଥିଲେ। ପୋଲିସ ଅସ୍ତ୍ରଶସ୍ତ୍ର ଥିବା କାରକୁ ବାଇପାସ୍ ରୋଡ୍‌ରୁ ଜବତ କରିଥିଲେ ହେଁ ଗ୍ୟାଙ୍ଗ୍ ଫେରାର ହୋଇଯାଇଛନ୍ତି। ହତ୍ୟା ପଛର ଉଦ୍ଦେଶ୍ୟ କ'ଣ ଜଣାପଡ଼ିନାହିଁ।: [8, 682, 193, 1055]
- deputy-col3: [419, 2046, 616, 2410]
- metro-photo: [223, 1068, 813, 1392]
- stats-box: [1263, 2089, 1458, 2307]
- photo-caption: କପିଳ ସିବଲ: [537, 525, 614, 546]
- brief-column: [8, 120, 193, 1911]
- covid-ward-photo: [850, 2089, 1253, 2293]
- stat-item: [1269, 2161, 1452, 2233]
